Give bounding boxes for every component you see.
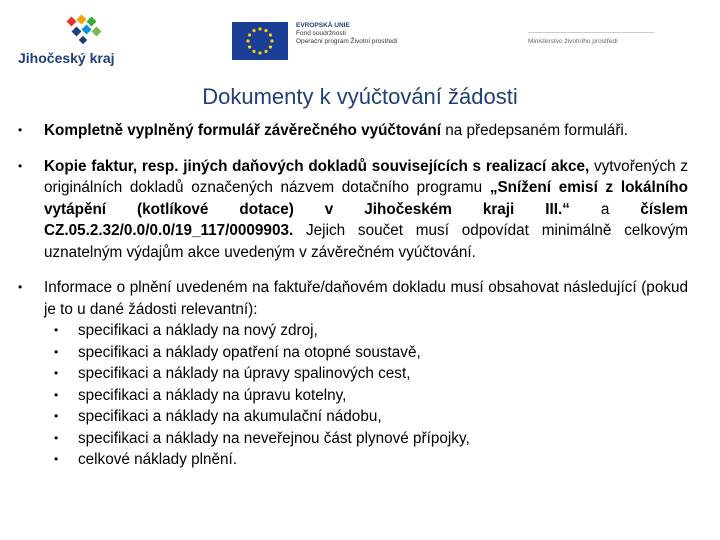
- sub-list-item: [54, 342, 688, 364]
- document-body: [18, 120, 689, 485]
- item-bold: Kopie faktur, resp. jiných daňových dokladů souvisejících s realizací akce,: [44, 157, 590, 175]
- bullet-icon: •: [18, 158, 23, 173]
- ministry-name: Ministerstvo životního prostředí: [528, 38, 618, 45]
- item-bold: Kompletně vyplněný formulář závěrečného vyúčtování: [44, 122, 441, 139]
- bullet-icon: •: [18, 280, 23, 294]
- bullet-icon: •: [54, 323, 59, 337]
- jihocesky-kraj-mark-icon: [62, 14, 108, 48]
- item-text: Jejich součet musí odpovídat minimálně celkovým uznatelným výdajům akce uvedeným v závěrečném vyúčtování.: [44, 222, 688, 261]
- jihocesky-kraj-logo: [18, 14, 138, 72]
- sub-item-text: specifikaci a náklady na úpravu kotelny,: [78, 386, 347, 404]
- eu-line-2: Fond soudržnosti: [296, 30, 346, 37]
- list-item: [18, 277, 688, 471]
- bullet-icon: •: [54, 366, 59, 380]
- bullet-icon: •: [54, 430, 59, 445]
- sub-list-item: [54, 428, 688, 450]
- sub-list: [44, 320, 688, 471]
- sub-list-item: [54, 320, 688, 342]
- bullet-icon: •: [54, 452, 59, 466]
- list-item: [18, 120, 688, 142]
- sub-item-text: specifikaci a náklady na nový zdroj,: [78, 322, 318, 339]
- bullet-icon: •: [54, 344, 59, 359]
- item-text: na předepsaném formuláři.: [441, 122, 629, 139]
- bullet-icon: •: [54, 387, 59, 402]
- item-paragraph: [44, 120, 688, 142]
- sub-list-item: [54, 363, 688, 385]
- item-text: vytvořených z originálních dokladů označených názvem dotačního programu: [44, 157, 689, 196]
- item-paragraph: Informace o plnění uvedeném na faktuře/daňovém dokladu musí obsahovat následující (pokud je to u dané žádosti relevantní):: [44, 279, 688, 318]
- sub-list-item: [54, 406, 688, 428]
- eu-logo: [232, 22, 432, 62]
- sub-item-text: specifikaci a náklady opatření na otopné soustavě,: [78, 343, 421, 361]
- ministry-logo-rule: [528, 32, 654, 33]
- jihocesky-kraj-brand: Jihočeský kraj: [18, 50, 115, 66]
- ministry-logo: [528, 32, 658, 52]
- eu-flag-icon: [232, 22, 288, 60]
- sub-list-item: [54, 449, 688, 471]
- list-item: [18, 156, 689, 264]
- item-paragraph: [44, 156, 688, 264]
- eu-logo-text: [296, 22, 398, 46]
- item-text: a: [569, 200, 641, 218]
- program-name: „Snížení emisí z lokálního vytápění (kotlíkové dotace) v Jihočeském kraji III.“: [44, 179, 688, 218]
- sub-item-text: specifikaci a náklady na úpravy spalinových cest,: [78, 365, 411, 382]
- bullet-icon: •: [54, 409, 59, 423]
- sub-item-text: celkové náklady plnění.: [78, 451, 238, 468]
- eu-line-1: EVROPSKÁ UNIE: [296, 22, 350, 29]
- sub-list-item: [54, 385, 688, 407]
- eu-line-3: Operační program Životní prostředí: [296, 38, 398, 45]
- page-title: Dokumenty k vyúčtování žádosti: [202, 84, 518, 109]
- bullet-icon: •: [18, 123, 23, 137]
- sub-item-text: specifikaci a náklady na akumulační nádobu,: [78, 408, 382, 425]
- sub-item-text: specifikaci a náklady na neveřejnou část plynové přípojky,: [78, 429, 470, 447]
- program-number: číslem CZ.05.2.32/0.0/0.0/19_117/0009903.: [44, 200, 688, 239]
